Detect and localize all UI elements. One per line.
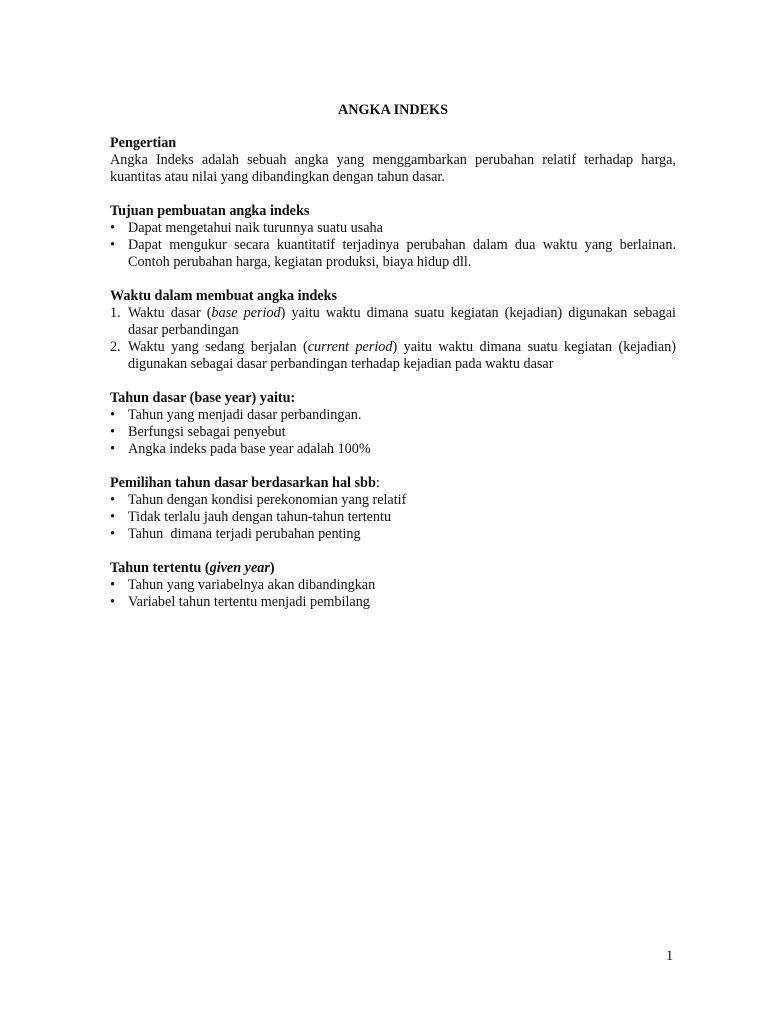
- text-run: ) yaitu waktu dimana suatu kegiatan (kejadian) digunakan sebagai dasar perbandingan terhadap kejadian pada waktu dasar: [128, 339, 676, 372]
- bullet-icon: [110, 441, 126, 458]
- section-tujuan: [110, 203, 676, 271]
- heading-colon: :: [375, 475, 380, 491]
- list-item-text: Tahun dengan kondisi perekonomian yang relatif: [128, 492, 407, 508]
- italic-term: given year: [209, 560, 270, 576]
- list-item: [110, 594, 676, 611]
- section-heading-waktu: Waktu dalam membuat angka indeks: [110, 288, 338, 304]
- section-tahun-dasar: [110, 390, 676, 458]
- list-item: [110, 407, 676, 424]
- section-heading-tahun-dasar: Tahun dasar (base year) yaitu:: [110, 390, 296, 406]
- bullet-icon: [110, 220, 126, 237]
- list-item: [110, 577, 676, 594]
- list-item-text: Tidak terlalu jauh dengan tahun-tahun tertentu: [128, 509, 392, 525]
- section-heading-tujuan: Tujuan pembuatan angka indeks: [110, 203, 310, 219]
- list-item: [110, 509, 676, 526]
- list-item-text: Variabel tahun tertentu menjadi pembilang: [128, 594, 370, 610]
- bullet-icon: [110, 509, 126, 526]
- document-title: ANGKA INDEKS: [338, 102, 448, 118]
- bullet-icon: [110, 526, 126, 543]
- section-heading-pengertian: Pengertian: [110, 135, 177, 151]
- list-item-text: Berfungsi sebagai penyebut: [128, 424, 286, 440]
- list-item: [110, 424, 676, 441]
- waktu-list: [110, 305, 676, 373]
- section-waktu: [110, 288, 676, 373]
- tahun-tertentu-list: [110, 577, 676, 611]
- bullet-icon: [110, 594, 126, 611]
- bullet-icon: [110, 424, 126, 441]
- text-run: Waktu dasar (: [128, 305, 212, 321]
- list-item-text: Tahun yang menjadi dasar perbandingan.: [128, 407, 362, 423]
- list-item: [110, 339, 676, 373]
- page-number: 1: [666, 948, 674, 964]
- tahun-dasar-list: [110, 407, 676, 458]
- italic-term: current period: [307, 339, 393, 355]
- list-item-text: [128, 305, 676, 338]
- section-heading-tahun-tertentu: [110, 560, 676, 577]
- bullet-icon: [110, 237, 126, 254]
- list-item: [110, 237, 676, 271]
- heading-text: Tahun tertentu (: [110, 560, 210, 576]
- list-number: 2.: [110, 339, 121, 355]
- list-item-text: [128, 339, 676, 372]
- list-item: [110, 492, 676, 509]
- bullet-icon: [110, 492, 126, 509]
- list-item-text: Dapat mengetahui naik turunnya suatu usaha: [128, 220, 383, 236]
- definition-paragraph: Angka Indeks adalah sebuah angka yang menggambarkan perubahan relatif terhadap harga, kuantitas atau nilai yang dibandingkan dengan tahun dasar.: [110, 152, 676, 185]
- tujuan-list: [110, 220, 676, 271]
- text-run: ) yaitu waktu dimana suatu kegiatan (kejadian) digunakan sebagai dasar perbandingan: [128, 305, 676, 338]
- section-heading-pemilihan: [110, 475, 676, 492]
- list-item-text: Tahun dimana terjadi perubahan penting: [128, 526, 361, 542]
- section-tahun-tertentu: [110, 560, 676, 611]
- list-item-text: Angka indeks pada base year adalah 100%: [128, 441, 371, 457]
- list-number: 1.: [110, 305, 121, 321]
- list-item: [110, 305, 676, 339]
- heading-text: ): [269, 560, 275, 576]
- list-item: [110, 441, 676, 458]
- list-item-text: Tahun yang variabelnya akan dibandingkan: [128, 577, 376, 593]
- heading-text: Pemilihan tahun dasar berdasarkan hal sbb: [110, 475, 376, 491]
- list-item-text: Dapat mengukur secara kuantitatif terjadinya perubahan dalam dua waktu yang berlainan. Contoh perubahan harga, kegiatan produksi, biaya hidup dll.: [128, 237, 676, 270]
- list-item: [110, 220, 676, 237]
- bullet-icon: [110, 577, 126, 594]
- bullet-icon: [110, 407, 126, 424]
- list-item: [110, 526, 676, 543]
- document-body: [110, 102, 676, 628]
- text-run: Waktu yang sedang berjalan (: [128, 339, 308, 355]
- section-pengertian: [110, 135, 676, 186]
- pemilihan-list: [110, 492, 676, 543]
- italic-term: base period: [211, 305, 281, 321]
- section-pemilihan: [110, 475, 676, 543]
